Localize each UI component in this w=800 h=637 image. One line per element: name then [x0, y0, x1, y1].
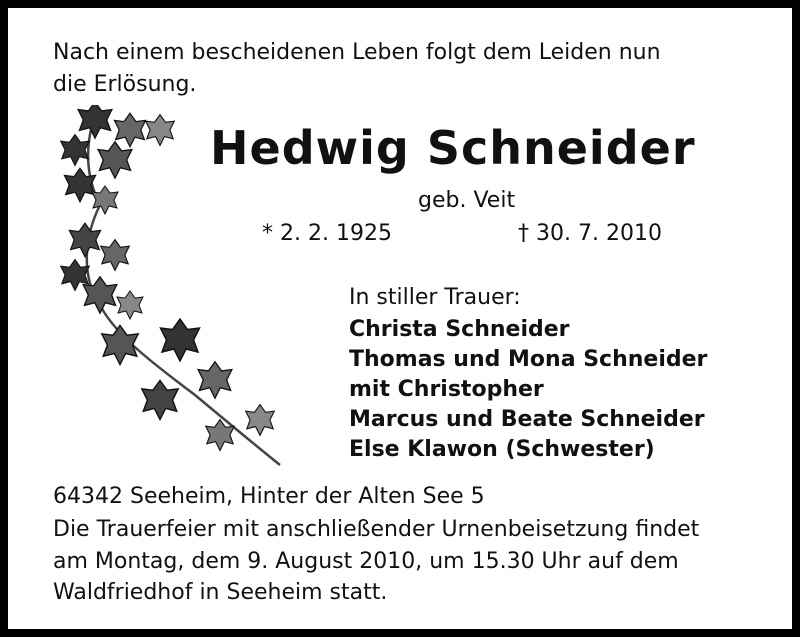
- birth-date: * 2. 2. 1925: [262, 221, 392, 246]
- funeral-info-line-1: Die Trauerfeier mit anschließender Urnenbeisetzung findet: [53, 517, 700, 542]
- funeral-info-line-2: am Montag, dem 9. August 2010, um 15.30 Uhr auf dem: [53, 549, 679, 574]
- quote-line-2: die Erlösung.: [53, 72, 197, 97]
- funeral-info-line-3: Waldfriedhof in Seeheim statt.: [53, 580, 388, 605]
- deceased-name: Hedwig Schneider: [210, 121, 696, 175]
- mourner: Else Klawon (Schwester): [349, 437, 655, 462]
- maiden-name: geb. Veit: [418, 188, 516, 213]
- mourning-intro: In stiller Trauer:: [349, 285, 521, 310]
- address: 64342 Seeheim, Hinter der Alten See 5: [53, 484, 485, 509]
- mourner: Christa Schneider: [349, 317, 570, 342]
- ivy-branch-icon: [55, 105, 295, 470]
- quote-line-1: Nach einem bescheidenen Leben folgt dem Leiden nun: [53, 40, 661, 65]
- mourner: Thomas und Mona Schneider: [349, 347, 708, 372]
- death-date: † 30. 7. 2010: [518, 221, 662, 246]
- mourner: Marcus und Beate Schneider: [349, 407, 705, 432]
- mourner: mit Christopher: [349, 377, 544, 402]
